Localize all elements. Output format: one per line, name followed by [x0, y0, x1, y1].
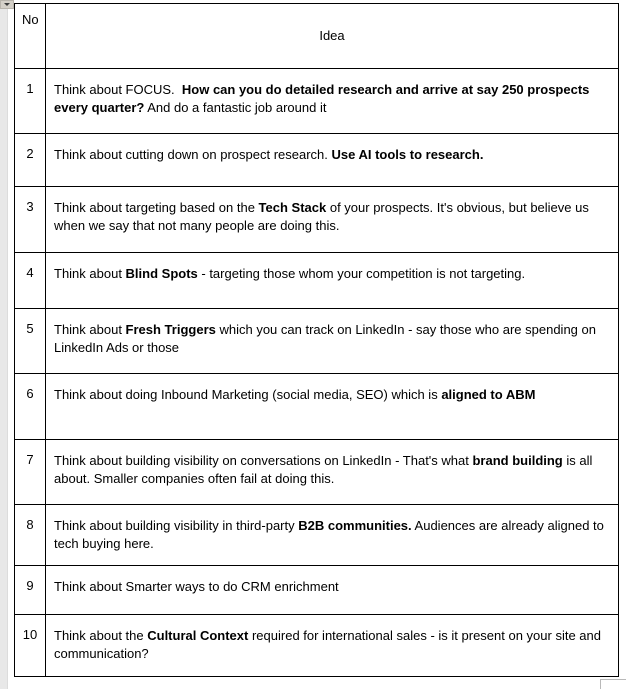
row-number-cell	[15, 374, 46, 440]
row-number: 9	[26, 578, 34, 593]
table-row	[15, 309, 619, 374]
row-number-cell	[15, 309, 46, 374]
table-row	[15, 374, 619, 440]
row-number-cell	[15, 615, 46, 677]
table-body	[15, 69, 619, 677]
row-idea-cell	[46, 309, 619, 374]
document-left-gutter	[0, 0, 8, 689]
row-idea-cell	[46, 505, 619, 566]
table-row	[15, 440, 619, 505]
table-row	[15, 566, 619, 615]
row-number-cell	[15, 440, 46, 505]
row-idea-cell	[46, 134, 619, 187]
resize-corner-icon[interactable]	[600, 679, 626, 689]
column-header-no	[15, 4, 46, 69]
row-number-cell	[15, 253, 46, 309]
row-idea-text: Think about FOCUS. How can you do detailed research and arrive at say 250 prospects every quarter? And do a fantastic job around it	[54, 82, 590, 115]
table-row	[15, 505, 619, 566]
row-number: 2	[26, 146, 34, 161]
table-row	[15, 253, 619, 309]
row-idea-text: Think about doing Inbound Marketing (social media, SEO) which is aligned to ABM	[54, 387, 536, 402]
row-number-cell	[15, 505, 46, 566]
row-idea-text: Think about cutting down on prospect research. Use AI tools to research.	[54, 147, 484, 162]
row-idea-cell	[46, 566, 619, 615]
row-idea-text: Think about building visibility on conversations on LinkedIn - That's what brand building is all about. Smaller companies often fail at doing this.	[54, 453, 593, 486]
table-row	[15, 134, 619, 187]
table-row	[15, 69, 619, 134]
column-header-idea	[46, 4, 619, 69]
scroll-down-widget[interactable]	[0, 0, 14, 9]
row-idea-cell	[46, 69, 619, 134]
ideas-table	[14, 3, 619, 677]
row-idea-cell	[46, 440, 619, 505]
row-idea-cell	[46, 253, 619, 309]
table-header-row	[15, 4, 619, 69]
row-number: 6	[26, 386, 34, 401]
row-number: 10	[22, 627, 38, 642]
row-number-cell	[15, 566, 46, 615]
row-number: 3	[26, 199, 34, 214]
caret-down-icon	[4, 3, 10, 6]
column-header-idea-label: Idea	[319, 28, 345, 43]
row-number-cell	[15, 69, 46, 134]
row-idea-text: Think about Smarter ways to do CRM enrichment	[54, 579, 339, 594]
row-idea-text: Think about the Cultural Context required for international sales - is it present on your site and communication?	[54, 628, 601, 661]
row-number: 1	[26, 81, 34, 96]
row-idea-text: Think about Fresh Triggers which you can track on LinkedIn - say those who are spending on LinkedIn Ads or those	[54, 322, 596, 355]
row-idea-text: Think about targeting based on the Tech Stack of your prospects. It's obvious, but believe us when we say that not many people are doing this.	[54, 200, 589, 233]
row-idea-cell	[46, 187, 619, 253]
row-idea-text: Think about building visibility in third-party B2B communities. Audiences are already aligned to tech buying here.	[54, 518, 604, 551]
row-number: 7	[26, 452, 34, 467]
table-row	[15, 187, 619, 253]
table-header	[15, 4, 619, 69]
row-idea-cell	[46, 374, 619, 440]
table-row	[15, 615, 619, 677]
row-number-cell	[15, 187, 46, 253]
row-number: 4	[26, 265, 34, 280]
row-number: 5	[26, 321, 34, 336]
row-number-cell	[15, 134, 46, 187]
row-idea-cell	[46, 615, 619, 677]
row-number: 8	[26, 517, 34, 532]
column-header-no-label: No	[22, 12, 39, 27]
row-idea-text: Think about Blind Spots - targeting those whom your competition is not targeting.	[54, 266, 526, 281]
